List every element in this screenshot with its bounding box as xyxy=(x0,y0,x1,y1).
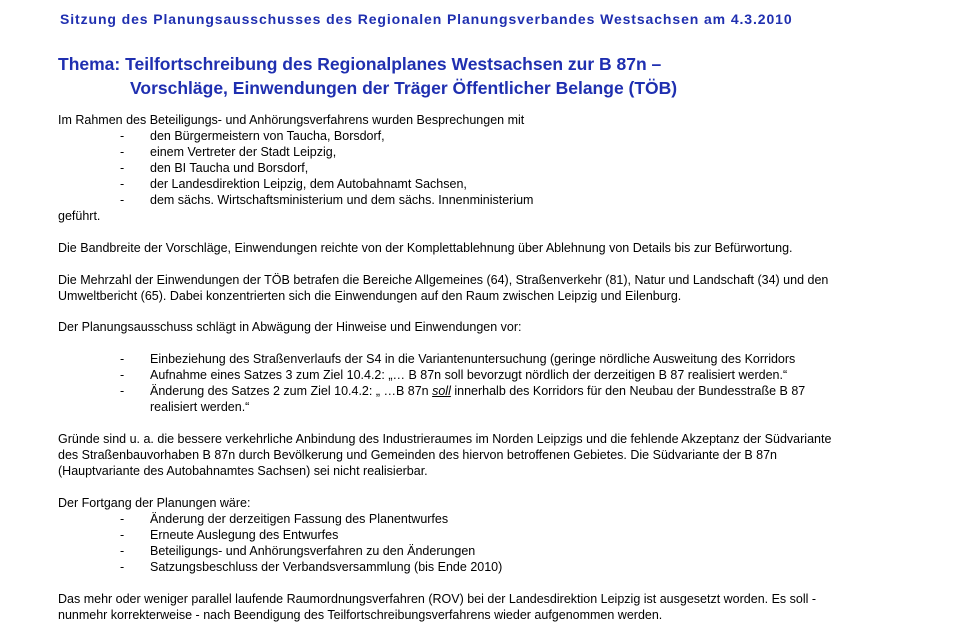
list-item: - den Bürgermeistern von Taucha, Borsdorf, xyxy=(120,129,385,143)
list-item: - Erneute Auslegung des Entwurfes xyxy=(120,528,339,542)
intro-lead: Im Rahmen des Beteiligungs- und Anhörungsverfahrens wurden Besprechungen mit xyxy=(58,113,525,127)
topic-title xyxy=(58,52,677,100)
list-item: - Beteiligungs- und Anhörungsverfahren zu den Änderungen xyxy=(120,544,476,558)
paragraph-fortgang xyxy=(58,495,938,575)
paragraph-gruende: Gründe sind u. a. die bessere verkehrliche Anbindung des Industrieraumes im Norden Leipzigs und die fehlende Akzeptanz der Südvariante des Straßenbauvorhaben B 87n durch Bevölkerung und Gemeinden des hiervon betroffenen Gebietes. Die Südvariante der B 87n (Hauptvariante des Autobahnamtes Sachsen) sei nicht realisierbar. xyxy=(58,432,832,478)
topic-title-line-2: Vorschläge, Einwendungen der Träger Öffentlicher Belange (TÖB) xyxy=(130,78,678,98)
paragraph-bandbreite: Die Bandbreite der Vorschläge, Einwendungen reichte von der Komplettablehnung über Ablehnung von Details bis zur Befürwortung. xyxy=(58,241,793,255)
emphasis-soll: soll xyxy=(432,384,451,398)
paragraph-mehrzahl: Die Mehrzahl der Einwendungen der TÖB betrafen die Bereiche Allgemeines (64), Straßenverkehr (81), Natur und Landschaft (34) und den Umweltbericht (65). Dabei konzentrierten sich die Einwendungen auf den Raum zwischen Leipzig und Eilenburg. xyxy=(58,273,829,303)
list-item: - Einbeziehung des Straßenverlaufs der S4 in die Variantenuntersuchung (geringe nördliche Ausweitung des Korridors xyxy=(120,352,796,366)
list-item: - der Landesdirektion Leipzig, dem Autobahnamt Sachsen, xyxy=(120,177,467,191)
list-item-continuation: realisiert werden.“ xyxy=(150,400,250,414)
intro-tail: geführt. xyxy=(58,209,101,223)
list-item: - Änderung des Satzes 2 zum Ziel 10.4.2: „ …B 87n soll innerhalb des Korridors für den Neubau der Bundesstraße B 87 xyxy=(120,384,806,398)
list-item: - einem Vertreter der Stadt Leipzig, xyxy=(120,145,337,159)
paragraph-ausschuss: Der Planungsausschuss schlägt in Abwägung der Hinweise und Einwendungen vor: xyxy=(58,320,522,334)
list-item: - Änderung der derzeitigen Fassung des Planentwurfes xyxy=(120,512,449,526)
meeting-header: Sitzung des Planungsausschusses des Regionalen Planungsverbandes Westsachsen am 4.3.2010 xyxy=(60,11,793,27)
list-item: - Aufnahme eines Satzes 3 zum Ziel 10.4.2: „… B 87n soll bevorzugt nördlich der derzeitigen B 87 realisiert werden.“ xyxy=(120,368,788,382)
list-item: - dem sächs. Wirtschaftsministerium und dem sächs. Innenministerium xyxy=(120,193,534,207)
fortgang-lead: Der Fortgang der Planungen wäre: xyxy=(58,496,251,510)
paragraph-rov: Das mehr oder weniger parallel laufende Raumordnungsverfahren (ROV) bei der Landesdirektion Leipzig ist ausgesetzt worden. Es soll - nunmehr korrekterweise - nach Beendigung des Teilfortschreibungsverfahrens wieder aufgenommen werden. xyxy=(58,592,817,622)
intro-paragraph xyxy=(58,112,938,224)
list-item: - Satzungsbeschluss der Verbandsversammlung (bis Ende 2010) xyxy=(120,560,503,574)
list-item: - den BI Taucha und Borsdorf, xyxy=(120,161,309,175)
proposal-list xyxy=(58,351,938,415)
topic-title-line-1: Thema: Teilfortschreibung des Regionalplanes Westsachsen zur B 87n – xyxy=(58,54,662,74)
